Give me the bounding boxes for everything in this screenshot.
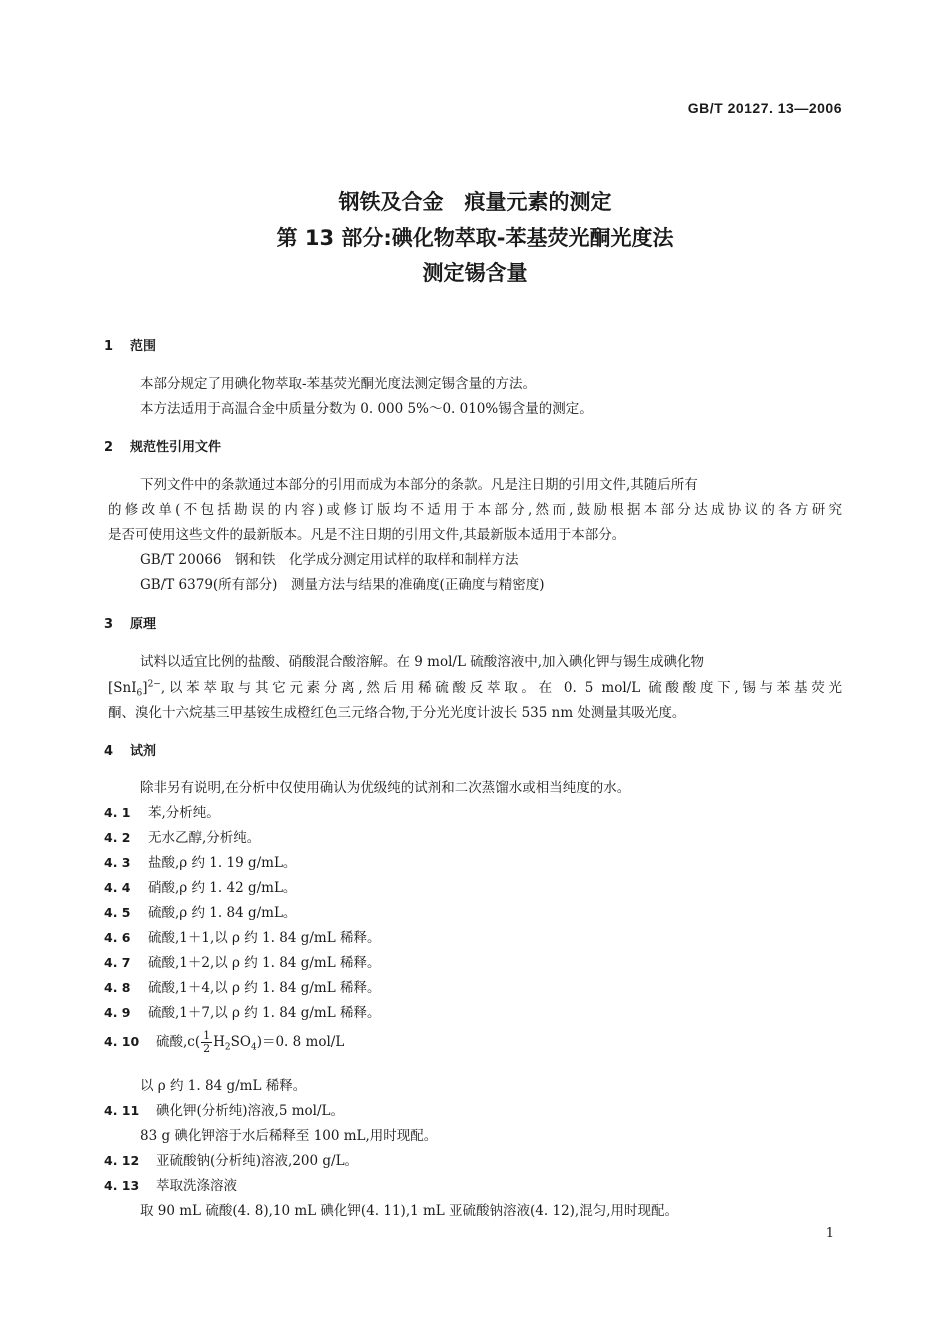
reference-entry: GB/T 20066 钢和铁 化学成分测定用试样的取样和制样方法 [140,552,519,568]
section-number: 3 [104,617,114,632]
paragraph: 除非另有说明,在分析中仅使用确认为优级纯的试剂和二次蒸馏水或相当纯度的水。 [140,780,631,796]
section-1-heading [104,335,156,354]
paragraph: 本方法适用于高温合金中质量分数为 0. 000 5%～0. 010%锡含量的测定。 [140,401,593,417]
paragraph: 酮、溴化十六烷基三甲基铵生成橙红色三元络合物,于分光光度计波长 535 nm 处测量其吸光度。 [108,705,686,721]
reagent-note: 取 90 mL 硫酸(4. 8),10 mL 碘化钾(4. 11),1 mL 亚硫酸钠溶液(4. 12),混匀,用时现配。 [140,1203,679,1219]
paragraph: 的修改单(不包括勘误的内容)或修订版均不适用于本部分,然而,鼓励根据本部分达成协议的各方研究 [108,502,842,518]
page-number: 1 [825,1226,834,1241]
title-line-2: 第 13 部分:碘化物萃取-苯基荧光酮光度法 [276,226,674,250]
section-4-heading [104,740,156,759]
reagent-item: 4. 2 无水乙醇,分析纯。 [104,830,261,846]
reagent-item: 4. 4 硝酸,ρ 约 1. 42 g/mL。 [104,880,297,896]
reference-entry: GB/T 6379(所有部分) 测量方法与结果的准确度(正确度与精密度) [140,577,545,593]
section-title: 试剂 [130,744,157,759]
reagent-item-formula: 4. 10 硫酸,c( $\frac{1}{2}$ $H_2SO_4)=0$. 8 mol/L [104,1029,345,1055]
reagent-item: 4. 1 苯,分析纯。 [104,805,220,821]
section-2-heading [104,436,221,455]
title-line-1: 钢铁及合金 痕量元素的测定 [338,190,612,214]
section-3-heading [104,613,156,632]
standard-code: GB/T 20127. 13—2006 [687,100,842,116]
reagent-item: 4. 13 萃取洗涤溶液 [104,1178,237,1194]
section-title: 规范性引用文件 [130,440,222,455]
reagent-item: 4. 9 硫酸,1＋7,以 ρ 约 1. 84 g/mL 稀释。 [104,1005,381,1021]
paragraph: 下列文件中的条款通过本部分的引用而成为本部分的条款。凡是注日期的引用文件,其随后所有 [140,477,698,493]
reagent-item: 4. 3 盐酸,ρ 约 1. 19 g/mL。 [104,855,297,871]
section-title: 范围 [130,339,157,354]
section-number: 1 [104,339,114,354]
fraction: $\frac{1}{2}$ [203,1029,211,1055]
paragraph: 试料以适宜比例的盐酸、硝酸混合酸溶解。在 9 mol/L 硫酸溶液中,加入碘化钾与锡生成碘化物 [140,654,705,670]
reagent-item: 4. 12 亚硫酸钠(分析纯)溶液,200 g/L。 [104,1153,359,1169]
title-line-3: 测定锡含量 [422,261,528,285]
section-number: 2 [104,440,114,455]
reagent-item: 4. 6 硫酸,1＋1,以 ρ 约 1. 84 g/mL 稀释。 [104,930,381,946]
paragraph-with-formula: $[SnI_6]^{2-}$,以苯萃取与其它元素分离,然后用稀硫酸反萃取。在 0. 5 mol/L 硫酸酸度下,锡与苯基荧光 [108,679,842,699]
paragraph: 是否可使用这些文件的最新版本。凡是不注日期的引用文件,其最新版本适用于本部分。 [108,527,626,543]
reagent-item: 4. 8 硫酸,1＋4,以 ρ 约 1. 84 g/mL 稀释。 [104,980,381,996]
reagent-item: 4. 11 碘化钾(分析纯)溶液,5 mol/L。 [104,1103,344,1119]
reagent-item: 4. 5 硫酸,ρ 约 1. 84 g/mL。 [104,905,297,921]
section-title: 原理 [130,617,157,632]
reagent-note: 83 g 碘化钾溶于水后稀释至 100 mL,用时现配。 [140,1128,438,1144]
paragraph: 本部分规定了用碘化物萃取-苯基荧光酮光度法测定锡含量的方法。 [140,376,537,392]
reagent-item: 4. 7 硫酸,1＋2,以 ρ 约 1. 84 g/mL 稀释。 [104,955,381,971]
reagent-note: 以 ρ 约 1. 84 g/mL 稀释。 [140,1078,307,1094]
section-number: 4 [104,744,114,759]
